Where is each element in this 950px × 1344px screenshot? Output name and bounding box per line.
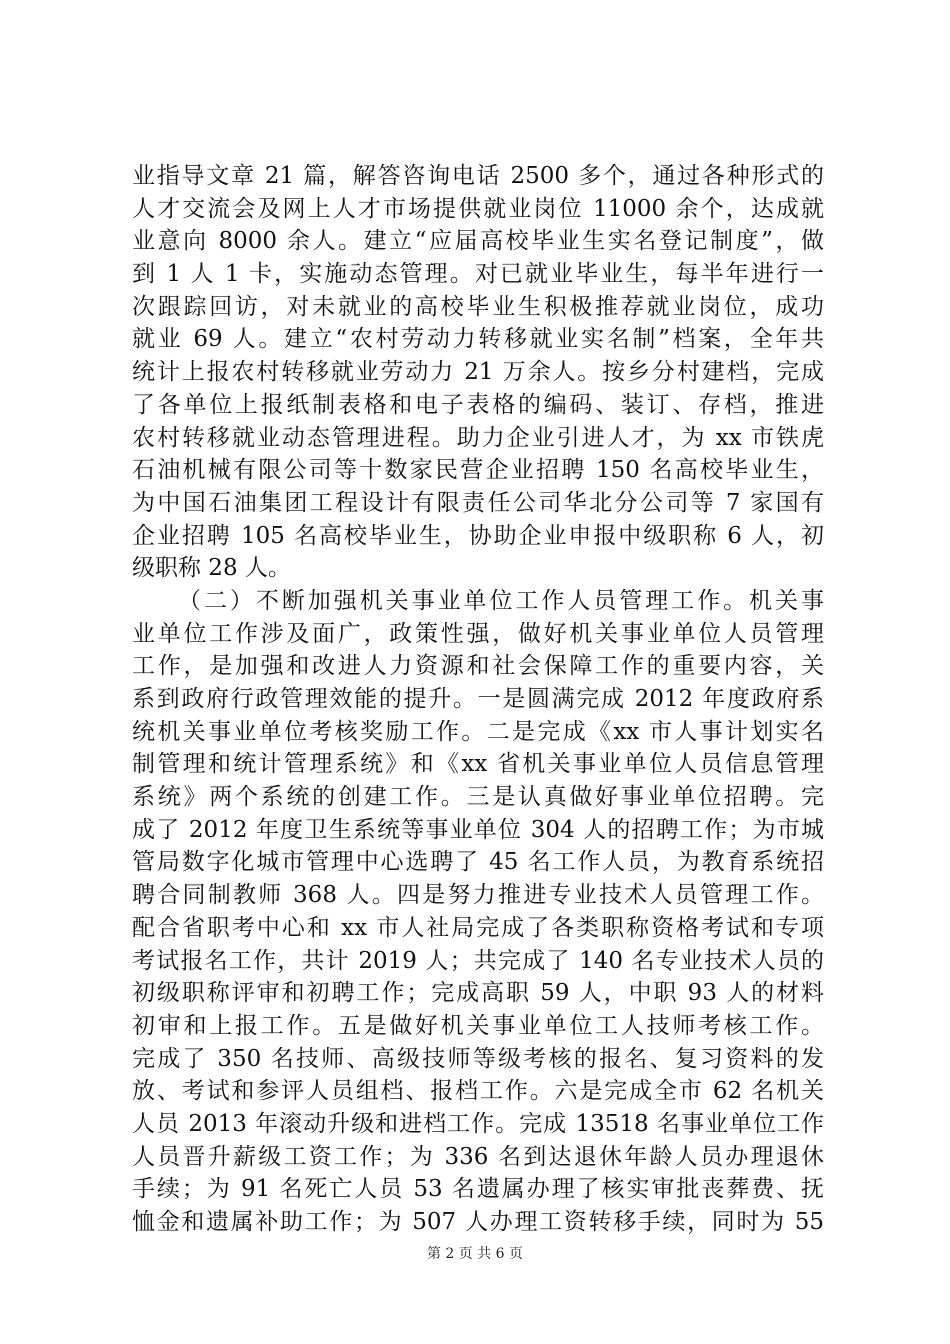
- text-line: 人员 2013 年滚动升级和进档工作。完成 13518 名事业单位工作: [132, 1110, 824, 1137]
- text-line: 恤金和遗属补助工作；为 507 人办理工资转移手续，同时为 55: [132, 1209, 824, 1235]
- text-line: 手续；为 91 名死亡人员 53 名遗属办理了核实审批丧葬费、抚: [132, 1176, 824, 1203]
- text-line: 聘合同制教师 368 人。四是努力推进专业技术人员管理工作。: [132, 882, 824, 909]
- text-line: 业意向 8000 余人。建立“应届高校毕业生实名登记制度”，做: [132, 228, 824, 255]
- text-line: 管局数字化城市管理中心选聘了 45 名工作人员，为教育系统招: [132, 849, 824, 876]
- text-line: 企业招聘 105 名高校毕业生，协助企业申报中级职称 6 人，初: [132, 522, 824, 549]
- text-line: 放、考试和参评人员组档、报档工作。六是完成全市 62 名机关: [132, 1078, 824, 1105]
- text-line: 初审和上报工作。五是做好机关事业单位工人技师考核工作。: [132, 1012, 824, 1039]
- section-heading-line: （二）不断加强机关事业单位工作人员管理工作。机关事: [178, 587, 824, 614]
- text-line: 系统》两个系统的创建工作。三是认真做好事业单位招聘。完: [132, 784, 824, 811]
- text-line: 业单位工作涉及面广，政策性强，做好机关事业单位人员管理: [132, 620, 824, 647]
- text-line: 统机关事业单位考核奖励工作。二是完成《xx 市人事计划实名: [132, 718, 824, 745]
- text-line: 人员晋升薪级工资工作；为 336 名到达退休年龄人员办理退休: [132, 1143, 824, 1170]
- text-line: 农村转移就业动态管理进程。助力企业引进人才，为 xx 市铁虎: [132, 424, 824, 451]
- text-line: 制管理和统计管理系统》和《xx 省机关事业单位人员信息管理: [132, 751, 824, 778]
- text-line: 为中国石油集团工程设计有限责任公司华北分公司等 7 家国有: [132, 489, 824, 516]
- text-line: 考试报名工作，共计 2019 人；共完成了 140 名专业技术人员的: [132, 947, 824, 974]
- text-line: 工作，是加强和改进人力资源和社会保障工作的重要内容，关: [132, 653, 824, 680]
- text-line: 统计上报农村转移就业劳动力 21 万余人。按乡分村建档，完成: [132, 359, 824, 386]
- text-line: 石油机械有限公司等十数家民营企业招聘 150 名高校毕业生，: [132, 457, 824, 484]
- text-line: 人才交流会及网上人才市场提供就业岗位 11000 余个，达成就: [132, 195, 824, 222]
- text-line: 系到政府行政管理效能的提升。一是圆满完成 2012 年度政府系: [132, 686, 824, 712]
- text-line: 完成了 350 名技师、高级技师等级考核的报名、复习资料的发: [132, 1045, 824, 1072]
- paragraph-end-line: 级职称 28 人。: [132, 555, 291, 582]
- text-line: 了各单位上报纸制表格和电子表格的编码、装订、存档，推进: [132, 391, 824, 418]
- text-line: 次跟踪回访，对未就业的高校毕业生积极推荐就业岗位，成功: [132, 293, 824, 320]
- page-number-footer: 第 2 页 共 6 页: [426, 1246, 524, 1262]
- text-line: 成了 2012 年度卫生系统等事业单位 304 人的招聘工作；为市城: [132, 816, 824, 843]
- text-line: 到 1 人 1 卡，实施动态管理。对已就业毕业生，每半年进行一: [132, 261, 824, 288]
- text-line: 配合省职考中心和 xx 市人社局完成了各类职称资格考试和专项: [132, 914, 824, 941]
- body-text: [132, 160, 824, 1239]
- text-line: 就业 69 人。建立“农村劳动力转移就业实名制”档案，全年共: [132, 326, 824, 353]
- text-line: 初级职称评审和初聘工作；完成高职 59 人，中职 93 人的材料: [132, 980, 824, 1007]
- text-line: 业指导文章 21 篇，解答咨询电话 2500 多个，通过各种形式的: [132, 163, 824, 189]
